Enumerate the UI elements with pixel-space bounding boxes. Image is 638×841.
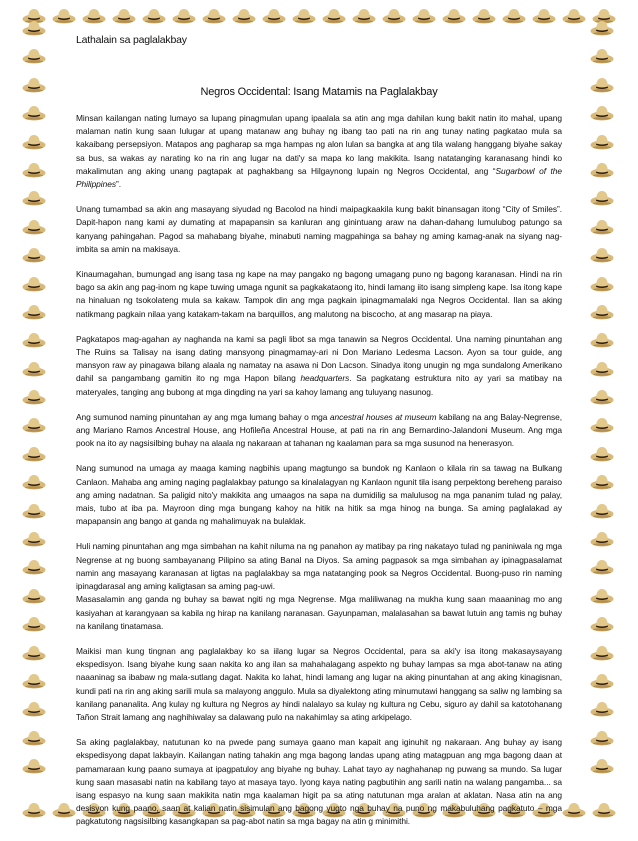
hat-icon <box>590 444 614 464</box>
hat-icon <box>590 330 614 350</box>
hat-icon <box>502 6 526 26</box>
hat-icon <box>562 6 586 26</box>
hat-icon <box>562 800 586 820</box>
hat-icon <box>22 330 46 350</box>
hat-icon <box>262 6 286 26</box>
hat-icon <box>22 586 46 606</box>
hat-icon <box>172 6 196 26</box>
hat-icon <box>590 472 614 492</box>
hat-icon <box>382 6 406 26</box>
paragraph <box>76 462 562 528</box>
hat-icon <box>202 6 226 26</box>
hat-icon <box>590 671 614 691</box>
hat-icon <box>590 75 614 95</box>
hat-icon <box>352 6 376 26</box>
hat-icon <box>590 557 614 577</box>
hat-icon <box>22 302 46 322</box>
hat-icon <box>590 359 614 379</box>
document-page <box>76 34 562 841</box>
paragraph-text: Kinaumagahan, bumungad ang isang tasa ng kape na may pangako ng bagong umagang puno ng bagong karanasan. Hindi na rin bago sa akin ang pag-inom ng kape tuwing umaga ngunit sa pagkakataong ito, hindi lamang iito isang simpleng kape. Isa itong kape na hinaluan ng tsokolateng mula sa kakaw. Tampok din ang mga pagkain ipinagmamalaki nga Negros Occidental. Ilan sa aking natikmang pagkain nilaa yang katakam-takam na barquillos, ang malutong na biscocho, at ang masarap na piaya. <box>76 269 562 319</box>
paragraph-text: Sa aking paglalakbay, natutunan ko na pwede pang sumaya gaano man kapait ang iginuhit ng nakaraan. Ang buhay ay isang ekspedisyong dapat lakbayin. Kailangan nating tahakin ang mga bagong landas upang ating matagpuan ang mga bagong daan at pamamaraan kung paano sumaya at ipagpatuloy ang biyahe ng buhay. Lahat tayo ay naghahanap ng puwang sa mundo. Sa lugar kung saan masasabi natin na kabilang tayo at masaya tayo. Iyong kaya nating pagbutihin ang sarili natin na walang pangamba... sa isang espasyo na kung saan makikita natin mga kaalaman higit pa sa ating natutunan mga aralan at aklatan. Nasa atin na ang desisyon kung paano, saan at kalian natin sisimulan ang bagong yugto nga buhay na puno ng makabuluhang pagkatuto – mga pagkatutong nagsisilbing kasangkapan sa pag-abot natin sa mga bagay na atin g minimithi. <box>76 737 562 827</box>
hat-icon <box>232 6 256 26</box>
italic-text: Sugarbowl of the Philippines <box>76 165 562 190</box>
paragraph-text: Masasalamin ang ganda ng buhay sa bawat ngiti ng mga Negrense. Mga maliliwanag na mukha kung saan maaaninag mo ang kasiyahan at karangyaan sa kabila ng hirap na kanilang naranasan. Gayunpaman, malalasahan sa bawat lutuin ang tamis ng buhay na kanilang tinatamasa. <box>76 594 562 631</box>
hat-icon <box>22 415 46 435</box>
hat-icon <box>590 302 614 322</box>
hat-icon <box>590 245 614 265</box>
hat-icon <box>22 614 46 634</box>
hat-icon <box>590 18 614 38</box>
hat-icon <box>22 160 46 180</box>
paragraph-text: Minsan kailangan nating lumayo sa lupang pinagmulan upang ipaalala sa atin ang mga dahilan kung bakit natin ito mahal, upang malaman natin kung saan lulugar at upang matanaw ang buhay ng ibang tao pati na rin ang tunay nating pagkatao mula sa kakaibang persepsiyon. Matapos ang pagharap sa mga hampas ng alon lulan sa bangka at ang tila walang hanggang biyahe sakay sa bus, sa wakas ay narating ko na rin ang lugar na dati'y sa mapa ko lang makikita. Isang natatanging karanasang hindi ko makalimutan ang aking unang pagtapak at paghakbang sa Hilgaynong lupain ng Negros Occidental, ang “ <box>76 113 562 176</box>
paragraph-text: Maikisi man kung tingnan ang paglalakbay ko sa iilang lugar sa Negros Occidental, para sa aki'y isa itong makasaysayang ekspedisyon. Isang biyahe kung saan nakita ko ang ilan sa mahahalagang aspekto ng buhay lampas sa mga abot-tanaw na ating naaaninag sa ibabaw ng mala-sutlang dagat. Nakita ko lahat, hindi lamang ang lugar na aking pinuntahan at ang aking kinagisnan, kundi pati na rin ang aking sarili mula sa malayong anggulo. Mula sa diyalektong ating minumutawi hanggang sa saliw ng lambing sa kanilang pananalita. Ang kulay ng kultura ng Negros ay hindi nalalayo sa kulay ng kultura ng Cebu, siguro ay dahil sa katotohanang Tañon Strait lamang ang naghihiwalay sa dalawang pulo na nakahimlay sa ating arkipelago. <box>76 645 562 722</box>
hat-icon <box>112 6 136 26</box>
hat-icon <box>590 46 614 66</box>
hat-icon <box>322 6 346 26</box>
paragraph-text: Pagkatapos mag-agahan ay naghanda na kami sa pagli libot sa mga tanawin sa Negros Occidental. Una naming pinuntahan ang The Ruins sa Talisay na isang dating mansyong pinagmamay-ari ni Don Mariano Ledesma Lacson. Ayon sa tour guide, ang mansyon raw ay pinagawa bilang alaala ng namatay na asawa ni Don Lacson. Sinadya itong unugin ng mga sundalong Amerikano dahil sa pangambang gamitin ito ng mga Hapon bilang <box>76 333 562 384</box>
hat-icon <box>22 75 46 95</box>
paragraph-text: kabilang na ang Balay-Negrense, ang Mariano Ramos Ancestral House, ang Hofileña Ancestral House, at pati na rin ang Bernardino-Jalandoni Museum. Ang mga pook na ito ay nagsisilbing buhay na alaala ng nakaraan at tahanan ng kaalaman para sa mga susunod na henerasyon. <box>76 411 562 449</box>
paragraph-text: ”. <box>115 179 121 190</box>
paragraph-text: Ang sumunod naming pinuntahan ay ang mga lumang bahay o mga <box>76 411 330 422</box>
hat-icon <box>142 6 166 26</box>
hat-icon <box>22 529 46 549</box>
hat-icon <box>590 756 614 776</box>
hat-icon <box>592 800 616 820</box>
paragraph-text: Huli naming pinuntahan ang mga simbahan na kahit niluma na ng panahon ay matibay pa ring nakatayo tulad ng paniniwala ng mga Negrense at ng buong sambayanang Pilipino sa ating Banal na Diyos. Sa aming pagpasok sa mga simbahan ay ipinagpasalamat namin ang masayang karanasan at ligtas na paglalakbay sa mga natatanging pook sa Negros Occidental. Buong-puso rin naming ipinagdarasal ang aming kaligtasan sa aming pag-uwi. <box>76 541 562 592</box>
paragraph <box>76 736 562 828</box>
hat-icon <box>532 6 556 26</box>
paragraph <box>76 112 562 191</box>
hat-icon <box>22 359 46 379</box>
paragraph <box>76 540 562 593</box>
hat-icon <box>22 387 46 407</box>
hat-icon <box>590 501 614 521</box>
hat-icon <box>590 132 614 152</box>
right-border <box>590 18 616 785</box>
hat-icon <box>22 728 46 748</box>
hat-icon <box>22 756 46 776</box>
hat-icon <box>52 800 76 820</box>
hat-icon <box>590 586 614 606</box>
hat-icon <box>590 274 614 294</box>
hat-icon <box>22 472 46 492</box>
hat-icon <box>590 188 614 208</box>
hat-icon <box>590 160 614 180</box>
hat-icon <box>22 671 46 691</box>
article-title: Negros Occidental: Isang Matamis na Paglalakbay <box>200 86 438 98</box>
hat-icon <box>590 415 614 435</box>
hat-icon <box>412 6 436 26</box>
paragraph-text: Nang sumunod na umaga ay maaga kaming nagbihis upang magtungo sa bundok ng Kanlaon o kilala rin sa tawag na Bulkang Canlaon. Mahaba ang aming naging paglalakbay patungo sa kinalalagyan ng Kanlaon ngunit tila isang perpektong bereheng paraiso ang aming nadatnan. Sa paligid nito'y makikita ang umaagos na sapa na dumidilig sa malulusog na mga pananim tulad ng palay, mais, tubo at iba pa. Mayroon ding mga bungang kahoy na hitik na hitik sa mga hinog na bunga. Sa aming paglalakad ay mapapansin ang bango at ganda ng mahalimuyak na bulaklak. <box>76 463 562 527</box>
top-border <box>22 6 616 28</box>
hat-icon <box>22 18 46 38</box>
hat-icon <box>22 103 46 123</box>
document-header: Lathalain sa paglalakbay <box>76 34 187 46</box>
hat-icon <box>590 387 614 407</box>
hat-icon <box>590 103 614 123</box>
hat-icon <box>22 699 46 719</box>
hat-icon <box>22 501 46 521</box>
italic-text: ancestral houses at museum <box>329 411 437 422</box>
paragraph <box>76 268 562 321</box>
hat-icon <box>590 699 614 719</box>
hat-icon <box>292 6 316 26</box>
article-body <box>76 112 562 829</box>
hat-icon <box>442 6 466 26</box>
paragraph-text: . Sa pagkatang estruktura nito ay yari sa matibay na materyales, tanging ang bubong at mga dingding na yari sa kahoy lamang ang tuluyang nasunog. <box>76 373 562 397</box>
hat-icon <box>590 614 614 634</box>
hat-icon <box>22 800 46 820</box>
hat-icon <box>82 6 106 26</box>
hat-icon <box>22 188 46 208</box>
hat-icon <box>590 643 614 663</box>
hat-icon <box>22 132 46 152</box>
hat-icon <box>22 557 46 577</box>
paragraph <box>76 645 562 724</box>
hat-icon <box>472 6 496 26</box>
hat-icon <box>590 728 614 748</box>
paragraph <box>76 411 562 451</box>
paragraph-text: Unang tumambad sa akin ang masayang siyudad ng Bacolod na hindi maipagkaakila kung bakit binansagan itong “City of Smiles”. Dapit-hapon nang kami ay dumating at mapapansin sa kanluran ang ginintuang araw na dahan-dahang lumulubog patungo sa kanyang pahingahan. Pagod sa mahabang biyahe, minabuti naming magpahinga sa bahay ng aming kamag-anak na siyang nag-imbita sa amin na makisaya. <box>76 204 562 254</box>
left-border <box>22 18 48 785</box>
hat-icon <box>590 217 614 237</box>
paragraph <box>76 593 562 633</box>
hat-icon <box>52 6 76 26</box>
hat-icon <box>22 643 46 663</box>
hat-icon <box>590 529 614 549</box>
hat-icon <box>22 46 46 66</box>
hat-icon <box>22 217 46 237</box>
italic-text: headquarters <box>300 373 350 384</box>
hat-icon <box>22 444 46 464</box>
hat-icon <box>22 245 46 265</box>
hat-icon <box>22 274 46 294</box>
paragraph <box>76 333 562 399</box>
paragraph <box>76 203 562 256</box>
